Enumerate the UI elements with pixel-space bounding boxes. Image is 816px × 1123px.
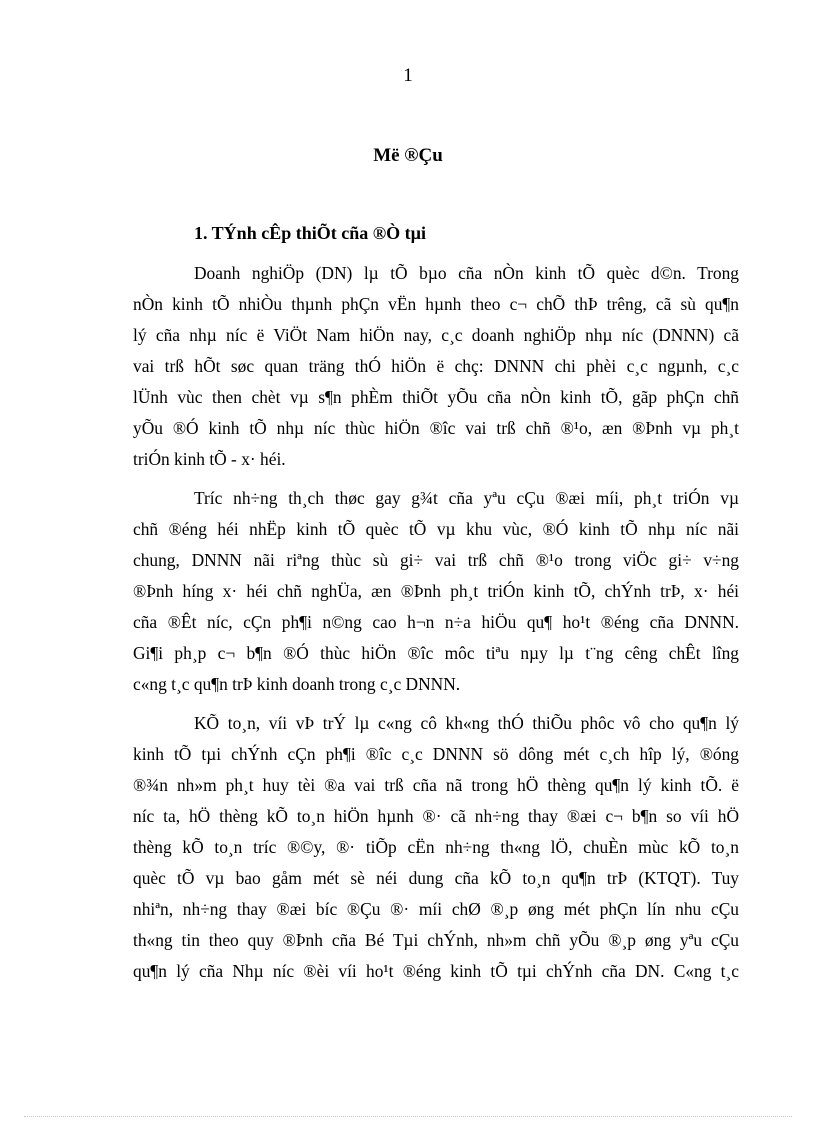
text-line: Tríc nh÷ng th¸ch thøc gay g¾t cña yªu cÇu ®æi míi, ph¸t triÓn vµ xyxy=(194,488,739,508)
text-line: vai trß hÕt søc quan träng thÓ hiÖn ë chç: DNNN chi phèi c¸c ngµnh, c¸c xyxy=(133,356,739,376)
text-line: lý cña nhµ níc ë ViÖt Nam hiÖn nay, c¸c doanh nghiÖp nhµ níc (DNNN) cã xyxy=(133,325,739,345)
text-line: lÜnh vùc then chèt vµ s¶n phÈm thiÕt yÕu cña nÒn kinh tÕ, gãp phÇn chñ xyxy=(133,387,739,407)
text-line: kinh tÕ tµi chÝnh cÇn ph¶i ®îc c¸c DNNN sö dông mét c¸ch hîp lý, ®óng xyxy=(133,744,739,764)
paragraph-1 xyxy=(133,258,739,475)
text-line: nhiªn, nh÷ng thay ®æi bíc ®Çu ®· míi chØ ®¸p øng mét phÇn lín nhu cÇu xyxy=(133,899,739,919)
text-line: triÓn kinh tÕ - x· héi. xyxy=(133,449,286,469)
text-line: ®Þnh híng x· héi chñ nghÜa, æn ®Þnh ph¸t triÓn kinh tÕ, chÝnh trÞ, x· héi xyxy=(133,581,739,601)
text-line: qu¶n lý cña Nhµ níc ®èi víi ho¹t ®éng kinh tÕ tµi chÝnh cña DN. C«ng t¸c xyxy=(133,961,739,981)
text-line: chñ ®éng héi nhËp kinh tÕ quèc tÕ vµ khu vùc, ®Ó kinh tÕ nhµ níc nãi xyxy=(133,519,739,539)
page-bottom-edge xyxy=(24,1116,792,1117)
section-title: 1. TÝnh cÊp thiÕt cña ®Ò tµi xyxy=(194,223,427,243)
text-line: quèc tÕ vµ bao gåm mét sè néi dung cña kÕ to¸n qu¶n trÞ (KTQT). Tuy xyxy=(133,868,739,888)
chapter-heading: Më ®Çu xyxy=(373,145,443,166)
text-line: yÕu ®Ó kinh tÕ nhµ níc thùc hiÖn ®îc vai trß chñ ®¹o, æn ®Þnh vµ ph¸t xyxy=(133,418,739,438)
paragraph-2 xyxy=(133,483,739,700)
text-line: Doanh nghiÖp (DN) lµ tÕ bµo cña nÒn kinh tÕ quèc d©n. Trong xyxy=(194,263,739,283)
text-line: c«ng t¸c qu¶n trÞ kinh doanh trong c¸c DNNN. xyxy=(133,674,461,694)
text-line: níc ta, hÖ thèng kÕ to¸n hiÖn hµnh ®· cã nh÷ng thay ®æi c¬ b¶n so víi hÖ xyxy=(133,806,739,826)
text-line: ®¾n nh»m ph¸t huy tèi ®a vai trß cña nã trong hÖ thèng qu¶n lý kinh tÕ. ë xyxy=(133,775,739,795)
page-number: 1 xyxy=(403,65,413,86)
text-line: nÒn kinh tÕ nhiÒu thµnh phÇn vËn hµnh theo c¬ chÕ thÞ trêng, cã sù qu¶n xyxy=(133,294,739,314)
text-line: Gi¶i ph¸p c¬ b¶n ®Ó thùc hiÖn ®îc môc tiªu nµy lµ t¨ng cêng chÊt lîng xyxy=(133,643,739,663)
paragraph-3 xyxy=(133,708,739,987)
text-line: cña ®Êt níc, cÇn ph¶i n©ng cao h¬n n÷a hiÖu qu¶ ho¹t ®éng cña DNNN. xyxy=(133,612,739,632)
body-text xyxy=(133,258,739,995)
text-line: th«ng tin theo quy ®Þnh cña Bé Tµi chÝnh, nh»m chñ yÕu ®¸p øng yªu cÇu xyxy=(133,930,739,950)
text-line: KÕ to¸n, víi vÞ trÝ lµ c«ng cô kh«ng thÓ thiÕu phôc vô cho qu¶n lý xyxy=(194,713,739,733)
text-line: thèng kÕ to¸n tríc ®©y, ®· tiÕp cËn nh÷ng th«ng lÖ, chuÈn mùc kÕ to¸n xyxy=(133,837,739,857)
text-line: chung, DNNN nãi riªng thùc sù gi÷ vai trß chñ ®¹o trong viÖc gi÷ v÷ng xyxy=(133,550,739,570)
